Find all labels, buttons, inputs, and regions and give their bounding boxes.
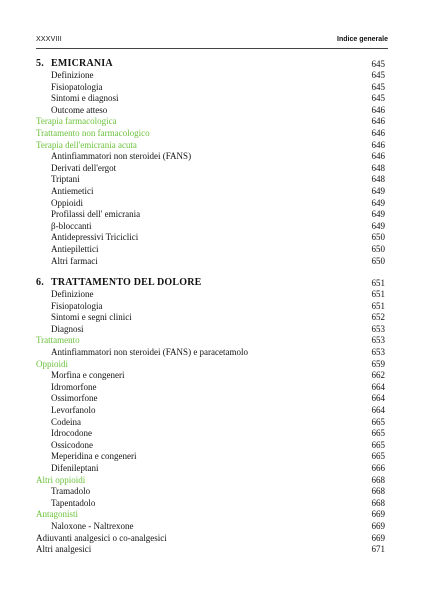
entry-page: 649: [371, 209, 385, 220]
entry-page: 664: [371, 405, 385, 416]
toc-entry[interactable]: [36, 451, 385, 463]
entry-title: Codeina: [51, 416, 81, 427]
entry-page: 646: [371, 104, 385, 115]
toc-subsection[interactable]: [36, 475, 385, 487]
toc-entry[interactable]: [36, 209, 385, 221]
entry-title: Antidepressivi Triciclici: [51, 232, 139, 243]
chapter-page: 651: [371, 278, 385, 289]
toc-entry[interactable]: [36, 151, 385, 163]
entry-page: 665: [371, 428, 385, 439]
entry-page: 669: [371, 520, 385, 531]
entry-page: 669: [371, 509, 385, 520]
toc-entry[interactable]: [36, 382, 385, 394]
entry-title: Altri oppioidi: [36, 474, 86, 485]
entry-title: Altri analgesici: [36, 544, 92, 555]
entry-page: 651: [371, 300, 385, 311]
toc-entry[interactable]: [36, 163, 385, 175]
entry-title: Definizione: [51, 289, 94, 300]
entry-page: 652: [371, 312, 385, 323]
toc-entry[interactable]: [36, 93, 385, 105]
entry-page: 668: [371, 474, 385, 485]
entry-title: Trattamento: [36, 335, 80, 346]
entry-page: 645: [371, 81, 385, 92]
entry-title: Terapia farmacologica: [36, 116, 117, 127]
entry-title: Ossimorfone: [51, 393, 98, 404]
entry-page: 649: [371, 197, 385, 208]
entry-title: Fisiopatologia: [51, 81, 103, 92]
toc-entry[interactable]: [36, 232, 385, 244]
entry-page: 671: [371, 544, 385, 555]
entry-page: 648: [371, 162, 385, 173]
toc-entry[interactable]: [36, 70, 385, 82]
entry-page: 646: [371, 139, 385, 150]
entry-page: 665: [371, 416, 385, 427]
entry-title: β-bloccanti: [51, 220, 92, 231]
entry-page: 662: [371, 370, 385, 381]
entry-page: 668: [371, 497, 385, 508]
toc-subsection[interactable]: [36, 509, 385, 521]
toc-subsection[interactable]: [36, 140, 385, 152]
entry-page: 650: [371, 243, 385, 254]
entry-page: 653: [371, 323, 385, 334]
toc-entry[interactable]: [36, 289, 385, 301]
entry-page: 669: [371, 532, 385, 543]
toc-entry[interactable]: [36, 463, 385, 475]
entry-page: 664: [371, 381, 385, 392]
entry-title: Sintomi e segni clinici: [51, 312, 132, 323]
entry-page: 646: [371, 127, 385, 138]
entry-title: Altri farmaci: [51, 255, 98, 266]
entry-title: Naloxone - Naltrexone: [51, 520, 134, 531]
entry-page: 649: [371, 220, 385, 231]
toc-entry[interactable]: [36, 198, 385, 210]
toc-entry[interactable]: [36, 521, 385, 533]
entry-title: Derivati dell'ergot: [51, 162, 117, 173]
entry-title: Fisiopatologia: [51, 300, 103, 311]
entry-page: 650: [371, 255, 385, 266]
entry-title: Difenileptani: [51, 463, 99, 473]
page-number-roman: XXXVIII: [36, 36, 62, 43]
toc-entry[interactable]: [36, 105, 385, 117]
entry-title: Idromorfone: [51, 381, 97, 392]
toc-subsection[interactable]: [36, 359, 385, 371]
toc-entry[interactable]: [36, 428, 385, 440]
entry-title: Triptani: [51, 174, 80, 185]
entry-page: 653: [371, 335, 385, 346]
toc-subsection[interactable]: [36, 533, 385, 545]
entry-title: Profilassi dell' emicrania: [51, 209, 141, 220]
chapter-page: 645: [371, 59, 385, 69]
toc-subsection[interactable]: [36, 116, 385, 128]
entry-title: Antinfiammatori non steroidei (FANS): [51, 151, 192, 162]
chapter-number: 5.: [36, 58, 44, 69]
entry-page: 646: [371, 116, 385, 127]
toc-entry[interactable]: [36, 174, 385, 186]
entry-title: Tramadolo: [51, 486, 91, 497]
entry-title: Oppioidi: [36, 358, 69, 369]
toc-entry[interactable]: [36, 370, 385, 382]
entry-title: Diagnosi: [51, 323, 84, 334]
entry-title: Antiemetici: [51, 185, 94, 196]
entry-page: 648: [371, 174, 385, 185]
chapter-number: 6.: [36, 277, 44, 289]
entry-page: 664: [371, 393, 385, 404]
toc-entry[interactable]: [36, 324, 385, 336]
entry-page: 653: [371, 347, 385, 358]
entry-title: Morfina e congeneri: [51, 370, 125, 381]
toc-subsection[interactable]: [36, 128, 385, 140]
entry-title: Meperidina e congeneri: [51, 451, 137, 462]
toc-entry[interactable]: [36, 82, 385, 94]
entry-page: 666: [371, 463, 385, 473]
running-header-title: Indice generale: [337, 36, 388, 43]
toc-entry[interactable]: [36, 498, 385, 510]
chapter-heading[interactable]: [36, 58, 385, 70]
entry-title: Outcome atteso: [51, 104, 108, 115]
entry-title: Idrocodone: [51, 428, 92, 439]
entry-title: Adiuvanti analgesici o co-analgesici: [36, 532, 167, 543]
toc-entry[interactable]: [36, 256, 385, 268]
chapter-name: EMICRANIA: [51, 58, 113, 69]
toc-entry[interactable]: [36, 393, 385, 405]
toc-entry[interactable]: [36, 221, 385, 233]
toc-entry[interactable]: [36, 301, 385, 313]
toc-entry[interactable]: [36, 417, 385, 429]
section-gap: [36, 267, 385, 277]
toc-subsection[interactable]: [36, 544, 385, 556]
entry-page: 659: [371, 358, 385, 369]
header-rule: [36, 48, 388, 49]
toc-entry[interactable]: [36, 312, 385, 324]
entry-title: Oppioidi: [51, 197, 84, 208]
entry-title: Antagonisti: [36, 509, 78, 520]
chapter-title: [36, 58, 113, 70]
entry-title: Sintomi e diagnosi: [51, 93, 119, 104]
entry-page: 646: [371, 151, 385, 162]
toc-entry[interactable]: [36, 440, 385, 452]
entry-title: Definizione: [51, 70, 94, 80]
toc-subsection[interactable]: [36, 335, 385, 347]
chapter-heading[interactable]: [36, 277, 385, 289]
entry-page: 645: [371, 70, 385, 80]
entry-page: 650: [371, 232, 385, 243]
entry-page: 665: [371, 451, 385, 462]
entry-page: 665: [371, 439, 385, 450]
entry-title: Trattamento non farmacologico: [36, 127, 150, 138]
entry-title: Antinfiammatori non steroidei (FANS) e paracetamolo: [51, 347, 249, 358]
toc-entry[interactable]: [36, 244, 385, 256]
entry-page: 651: [371, 289, 385, 300]
entry-title: Tapentadolo: [51, 497, 96, 508]
toc-entry[interactable]: [36, 486, 385, 498]
entry-title: Antiepilettici: [51, 243, 99, 254]
entry-page: 645: [371, 93, 385, 104]
entry-page: 668: [371, 486, 385, 497]
toc-entry[interactable]: [36, 186, 385, 198]
toc-entry[interactable]: [36, 405, 385, 417]
entry-title: Levorfanolo: [51, 405, 96, 416]
entry-title: Terapia dell'emicrania acuta: [36, 139, 137, 150]
table-of-contents: [36, 58, 385, 556]
chapter-title: [36, 277, 202, 289]
chapter-name: TRATTAMENTO DEL DOLORE: [51, 277, 202, 289]
toc-entry[interactable]: [36, 347, 385, 359]
entry-page: 649: [371, 185, 385, 196]
entry-title: Ossicodone: [51, 439, 93, 450]
